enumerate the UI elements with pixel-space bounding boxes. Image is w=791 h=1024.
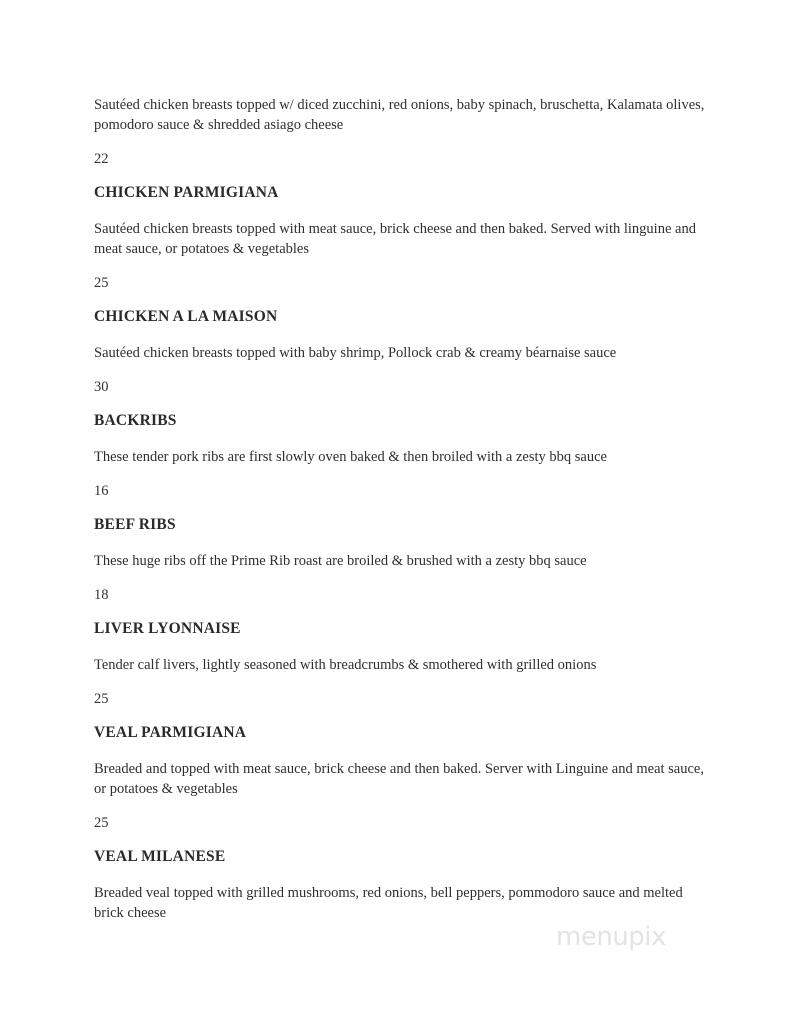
dish-price: 18 [94, 587, 109, 603]
dish-title-veal-parmigiana: VEAL PARMIGIANA [94, 724, 247, 741]
dish-description: Sautéed chicken breasts topped with meat sauce, brick cheese and then baked. Served with linguine and meat sauce, or potatoes & vegetables [94, 221, 696, 257]
dish-title-liver-lyonnaise: LIVER LYONNAISE [94, 620, 241, 637]
dish-price: 25 [94, 815, 109, 831]
dish-price: 25 [94, 275, 109, 291]
dish-title-beef-ribs: BEEF RIBS [94, 516, 176, 533]
dish-price: 16 [94, 483, 109, 499]
dish-title-veal-milanese: VEAL MILANESE [94, 848, 226, 865]
intro-description: Sautéed chicken breasts topped w/ diced zucchini, red onions, baby spinach, bruschetta, Kalamata olives, pomodoro sauce & shredded asiago cheese [94, 97, 705, 133]
menu-page [94, 95, 714, 923]
dish-price: 30 [94, 379, 109, 395]
dish-description: Sautéed chicken breasts topped with baby shrimp, Pollock crab & creamy béarnaise sauce [94, 345, 617, 361]
intro-price: 22 [94, 151, 109, 167]
dish-description: These huge ribs off the Prime Rib roast are broiled & brushed with a zesty bbq sauce [94, 553, 587, 569]
dish-description: These tender pork ribs are first slowly oven baked & then broiled with a zesty bbq sauce [94, 449, 607, 465]
dish-title-backribs: BACKRIBS [94, 412, 177, 429]
dish-description: Breaded and topped with meat sauce, brick cheese and then baked. Server with Linguine and meat sauce, or potatoes & vegetables [94, 761, 704, 797]
dish-description: Breaded veal topped with grilled mushrooms, red onions, bell peppers, pommodoro sauce and melted brick cheese [94, 885, 683, 921]
dish-description: Tender calf livers, lightly seasoned with breadcrumbs & smothered with grilled onions [94, 657, 597, 673]
dish-title-chicken-parmigiana: CHICKEN PARMIGIANA [94, 184, 279, 201]
dish-price: 25 [94, 691, 109, 707]
dish-title-chicken-a-la-maison: CHICKEN A LA MAISON [94, 308, 278, 325]
menupix-watermark: menupix [556, 922, 666, 952]
